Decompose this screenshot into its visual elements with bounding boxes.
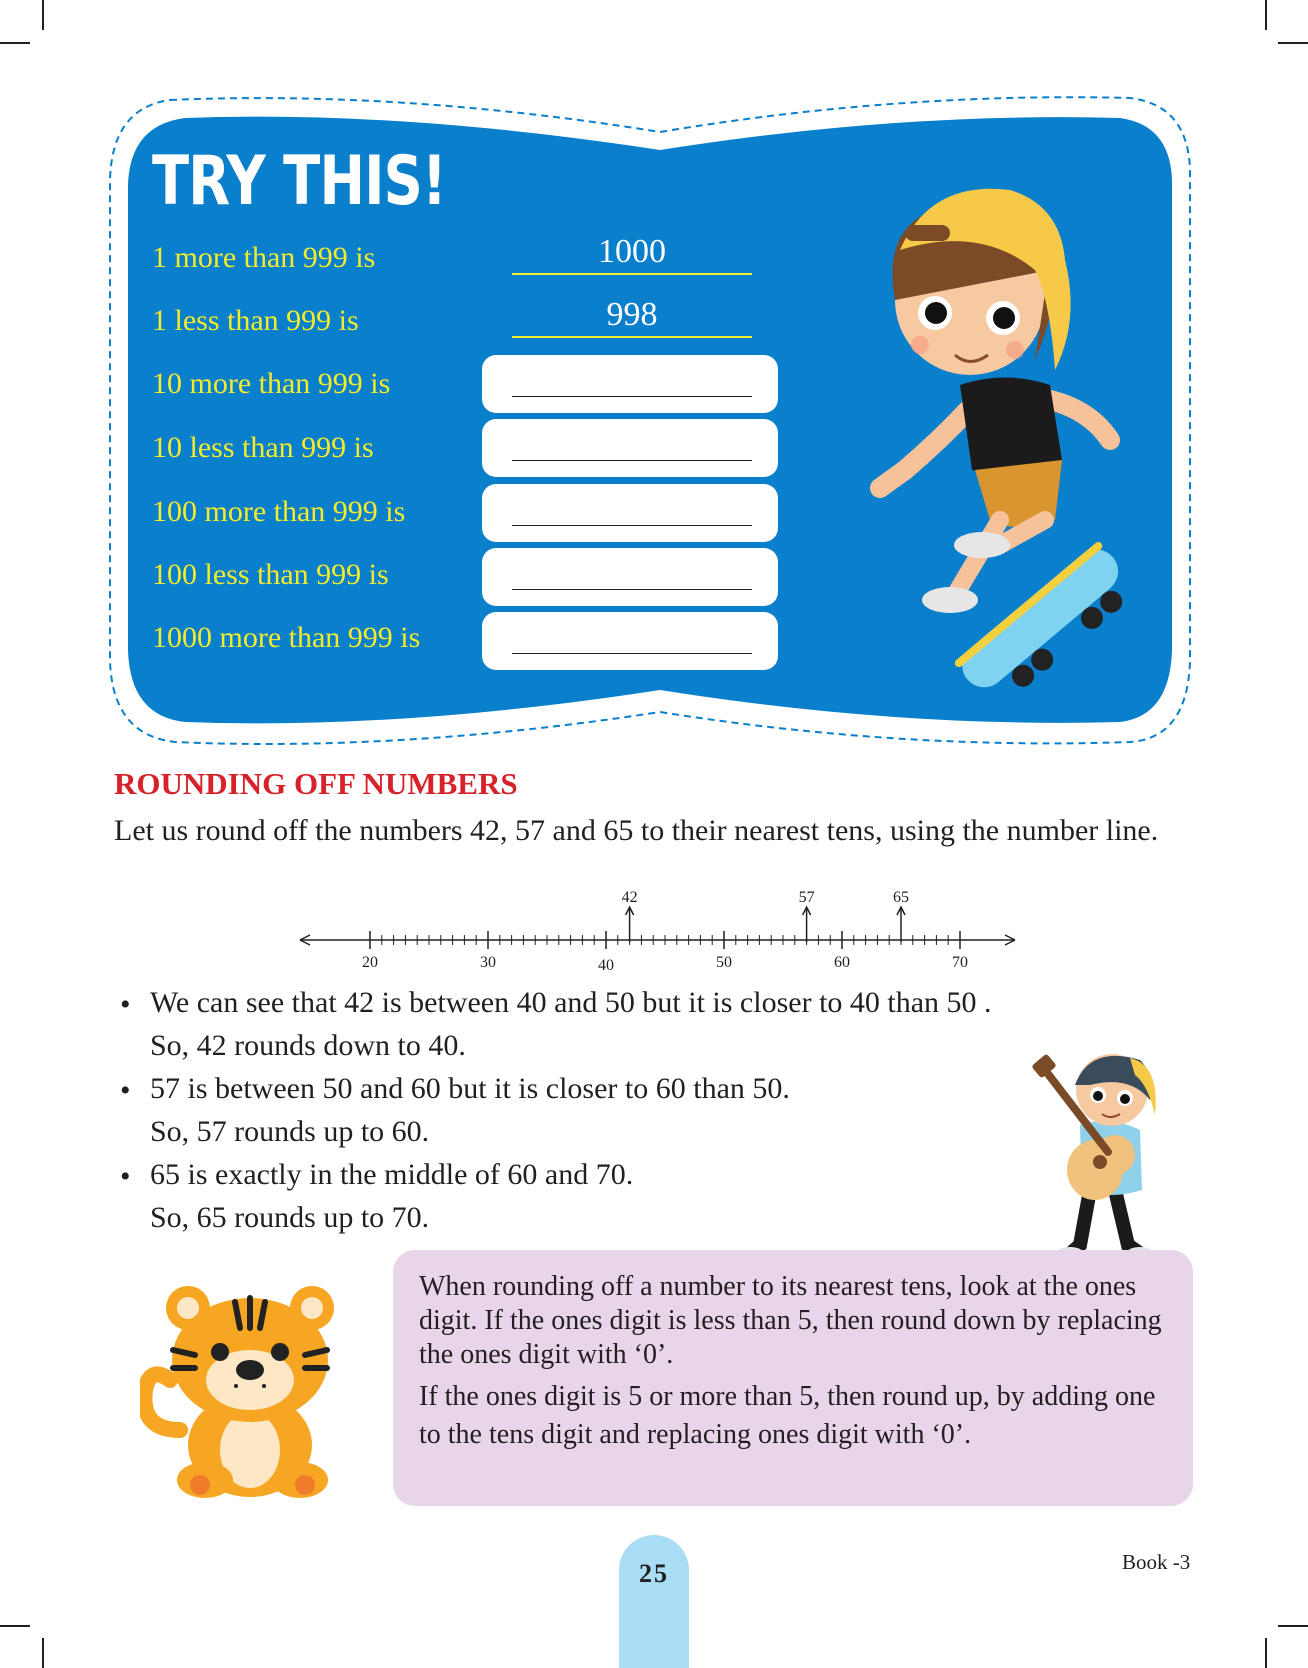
question-label: 100 less than 999 is <box>152 558 389 591</box>
bullet-text: So, 65 rounds up to 70. <box>150 1201 430 1234</box>
page-number: 25 <box>639 1559 669 1588</box>
tip-paragraph: When rounding off a number to its nearest tens, look at the ones digit. If the ones digit is less than 5, then round down by replacing the ones digit with ‘0’. <box>419 1271 1162 1370</box>
marker-label: 42 <box>621 889 638 906</box>
question-label: 10 more than 999 is <box>152 367 391 400</box>
tip-paragraph: If the ones digit is 5 or more than 5, then round up, by adding one to the tens digit and replacing ones digit with ‘0’. <box>419 1381 1156 1450</box>
bullet-text: So, 42 rounds down to 40. <box>150 1029 466 1062</box>
crop-mark <box>1278 1625 1308 1627</box>
tick-label: 60 <box>834 954 850 970</box>
tick-label: 50 <box>716 954 732 970</box>
bullet-dot: • <box>120 1074 131 1107</box>
crop-mark <box>42 1638 44 1668</box>
intro-paragraph: Let us round off the numbers 42, 57 and 65 to their nearest tens, using the number line. <box>114 814 1159 847</box>
tick-label: 40 <box>598 957 614 970</box>
bullet-text: 57 is between 50 and 60 but it is closer to 60 than 50. <box>150 1072 790 1105</box>
page-number-tab <box>619 1535 689 1668</box>
bullet-text: We can see that 42 is between 40 and 50 but it is closer to 40 than 50 . <box>150 986 992 1019</box>
question-label: 100 more than 999 is <box>152 495 406 528</box>
tick-label: 30 <box>480 954 496 970</box>
section-heading: ROUNDING OFF NUMBERS <box>114 766 518 801</box>
answer-line <box>512 273 752 275</box>
answer-line <box>512 336 752 338</box>
answer-line <box>512 589 752 591</box>
crop-mark <box>0 1625 30 1627</box>
bullet-text: 65 is exactly in the middle of 60 and 70. <box>150 1158 634 1191</box>
answer-box[interactable] <box>482 484 778 542</box>
bullet-dot: • <box>120 1160 131 1193</box>
question-label: 1 less than 999 is <box>152 304 359 337</box>
answer-value: 1000 <box>598 233 666 270</box>
answer-line <box>512 525 752 527</box>
answer-box[interactable] <box>482 548 778 606</box>
answer-box[interactable] <box>482 419 778 477</box>
try-this-title: TRY THIS! <box>152 142 447 221</box>
marker-label: 57 <box>798 889 815 906</box>
answer-box[interactable] <box>482 355 778 413</box>
marker-label: 65 <box>893 889 909 906</box>
number-line <box>290 880 1020 970</box>
question-label: 1 more than 999 is <box>152 241 376 274</box>
answer-box[interactable] <box>482 612 778 670</box>
book-label: Book -3 <box>1122 1550 1191 1574</box>
answer-value: 998 <box>606 296 658 333</box>
question-label: 10 less than 999 is <box>152 431 374 464</box>
bullet-dot: • <box>120 988 131 1021</box>
answer-line <box>512 653 752 655</box>
question-label: 1000 more than 999 is <box>152 621 421 654</box>
bullet-text: So, 57 rounds up to 60. <box>150 1115 430 1148</box>
tip-box <box>393 1250 1193 1506</box>
tick-label: 70 <box>952 954 968 970</box>
tick-label: 20 <box>362 954 378 970</box>
number-line-axis <box>300 935 1015 945</box>
number-line-markers <box>622 889 909 942</box>
answer-line <box>512 460 752 462</box>
crop-mark <box>1265 1638 1267 1668</box>
answer-line <box>512 396 752 398</box>
guitar-boy-illustration <box>1030 1040 1190 1265</box>
number-line-ticks <box>362 931 968 970</box>
tiger-illustration <box>140 1280 350 1500</box>
